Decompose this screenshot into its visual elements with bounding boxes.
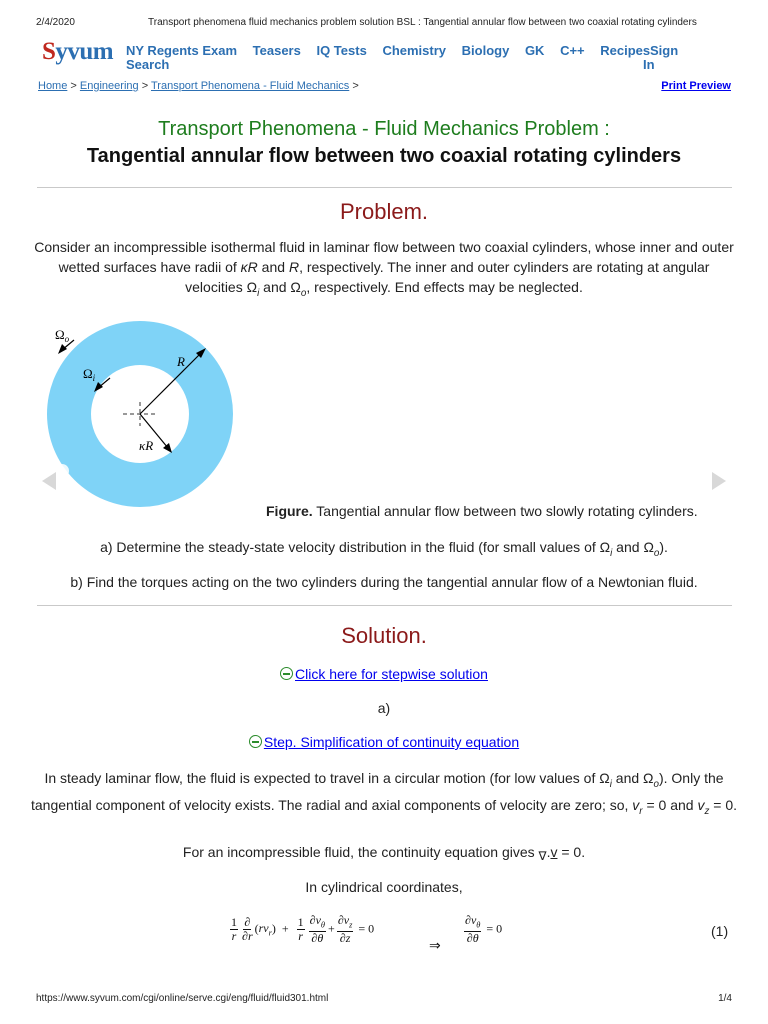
problem-heading: Problem.	[339, 199, 429, 224]
annular-flow-figure	[40, 318, 240, 508]
page-title-line2: Tangential annular flow between two coaxial rotating cylinders	[86, 145, 682, 167]
nav-item[interactable]: NY Regents Exam	[126, 43, 238, 58]
solution-paragraph-2: For an incompressible fluid, the continuity equation gives ∇.v = 0.	[182, 844, 586, 863]
breadcrumb-home[interactable]: Home	[38, 80, 68, 92]
divider	[37, 605, 732, 606]
nav-item[interactable]: Recipes	[600, 43, 651, 58]
reduced-equation: $\frac{\partial v_\theta}{\partial\theta}$ = 0	[465, 913, 503, 946]
nav-item[interactable]: GK	[524, 43, 545, 58]
collapse-icon[interactable]	[249, 735, 262, 748]
solution-paragraph-3: In cylindrical coordinates,	[305, 879, 463, 895]
label-omega-o: $\Omega_o$	[55, 327, 70, 344]
figure-caption: Figure. Tangential annular flow between two slowly rotating cylinders.	[266, 503, 698, 519]
nav-item[interactable]: IQ Tests	[316, 43, 367, 58]
stepwise-solution-link[interactable]: Click here for stepwise solution	[295, 666, 488, 682]
part-a-label: a)	[377, 700, 391, 716]
footer-page-number: 1/4	[718, 993, 732, 1004]
main-nav	[126, 43, 662, 58]
collapse-icon[interactable]	[280, 667, 293, 680]
nav-item[interactable]: Teasers	[252, 43, 301, 58]
solution-paragraph-1: In steady laminar flow, the fluid is expected to travel in a circular motion (for low values of $\Omega_i$ and $\Omega_o$). Only the tangential component of velocity exists. The radial and axial components of velocity are zero; so, $v_r = 0$ and $v_z = 0$.	[31, 770, 737, 817]
footer-url: https://www.syvum.com/cgi/online/serve.cgi/eng/fluid/fluid301.html	[36, 993, 329, 1004]
problem-text: Consider an incompressible isothermal fluid in laminar flow between two coaxial cylinders, whose inner and outer wetted surfaces have radii of κR and R, respectively. The inner and outer cylinders are rotating at angular velocities $\Omega_i$ and $\Omega_o$, respectively. End effects may be neglected.	[34, 239, 734, 299]
sign-in-link-top[interactable]: Sign	[650, 43, 679, 58]
divider	[37, 187, 732, 188]
continuity-equation: $\frac{1}{r}$ $\frac{\partial}{\partial r}$ $(rv_r)$ + $\frac{1}{r}$ $\frac{\partial v_\theta}{\partial\theta}$ + $\frac{\partial v_z}{\partial z}$ = 0	[231, 913, 375, 946]
breadcrumb-section[interactable]: Transport Phenomena - Fluid Mechanics	[150, 80, 350, 92]
nav-item[interactable]: C++	[560, 43, 585, 58]
print-date: 2/4/2020	[36, 17, 75, 28]
implies-arrow-icon: ⇒	[429, 939, 441, 954]
label-omega-i: $\Omega_i$	[83, 366, 96, 383]
nav-item[interactable]: Chemistry	[382, 43, 447, 58]
site-logo[interactable]: Syvum	[42, 38, 114, 65]
label-R: R	[177, 354, 185, 369]
breadcrumb-engineering[interactable]: Engineering	[79, 80, 139, 92]
next-arrow-icon[interactable]	[712, 472, 726, 490]
part-a-question: a) Determine the steady-state velocity distribution in the fluid (for small values of $\Omega_i$ and $\Omega_o$).	[100, 539, 668, 559]
prev-arrow-icon[interactable]	[42, 472, 56, 490]
label-kappa-R: κR	[139, 438, 154, 453]
breadcrumb: Home > Engineering > Transport Phenomena - Fluid Mechanics >	[38, 80, 359, 92]
part-b-question: b) Find the torques acting on the two cylinders during the tangential annular flow of a Newtonian fluid.	[70, 574, 698, 590]
stepwise-toggle[interactable]	[30, 664, 738, 684]
nav-item[interactable]: Biology	[461, 43, 510, 58]
sign-in-link-bottom[interactable]: In	[643, 57, 655, 72]
omega-o-arrow	[58, 344, 67, 354]
page-title-line1: Transport Phenomena - Fluid Mechanics Problem :	[158, 118, 610, 140]
print-preview-link[interactable]: Print Preview	[661, 80, 731, 92]
solution-heading: Solution.	[341, 623, 427, 648]
step-continuity-link[interactable]: Step. Simplification of continuity equation	[263, 734, 520, 750]
print-page-title: Transport phenomena fluid mechanics problem solution BSL : Tangential annular flow between two coaxial rotating cylinders	[148, 17, 697, 28]
equation-number: (1)	[711, 923, 729, 939]
search-link[interactable]: Search	[126, 57, 170, 72]
step-toggle[interactable]	[30, 732, 738, 752]
